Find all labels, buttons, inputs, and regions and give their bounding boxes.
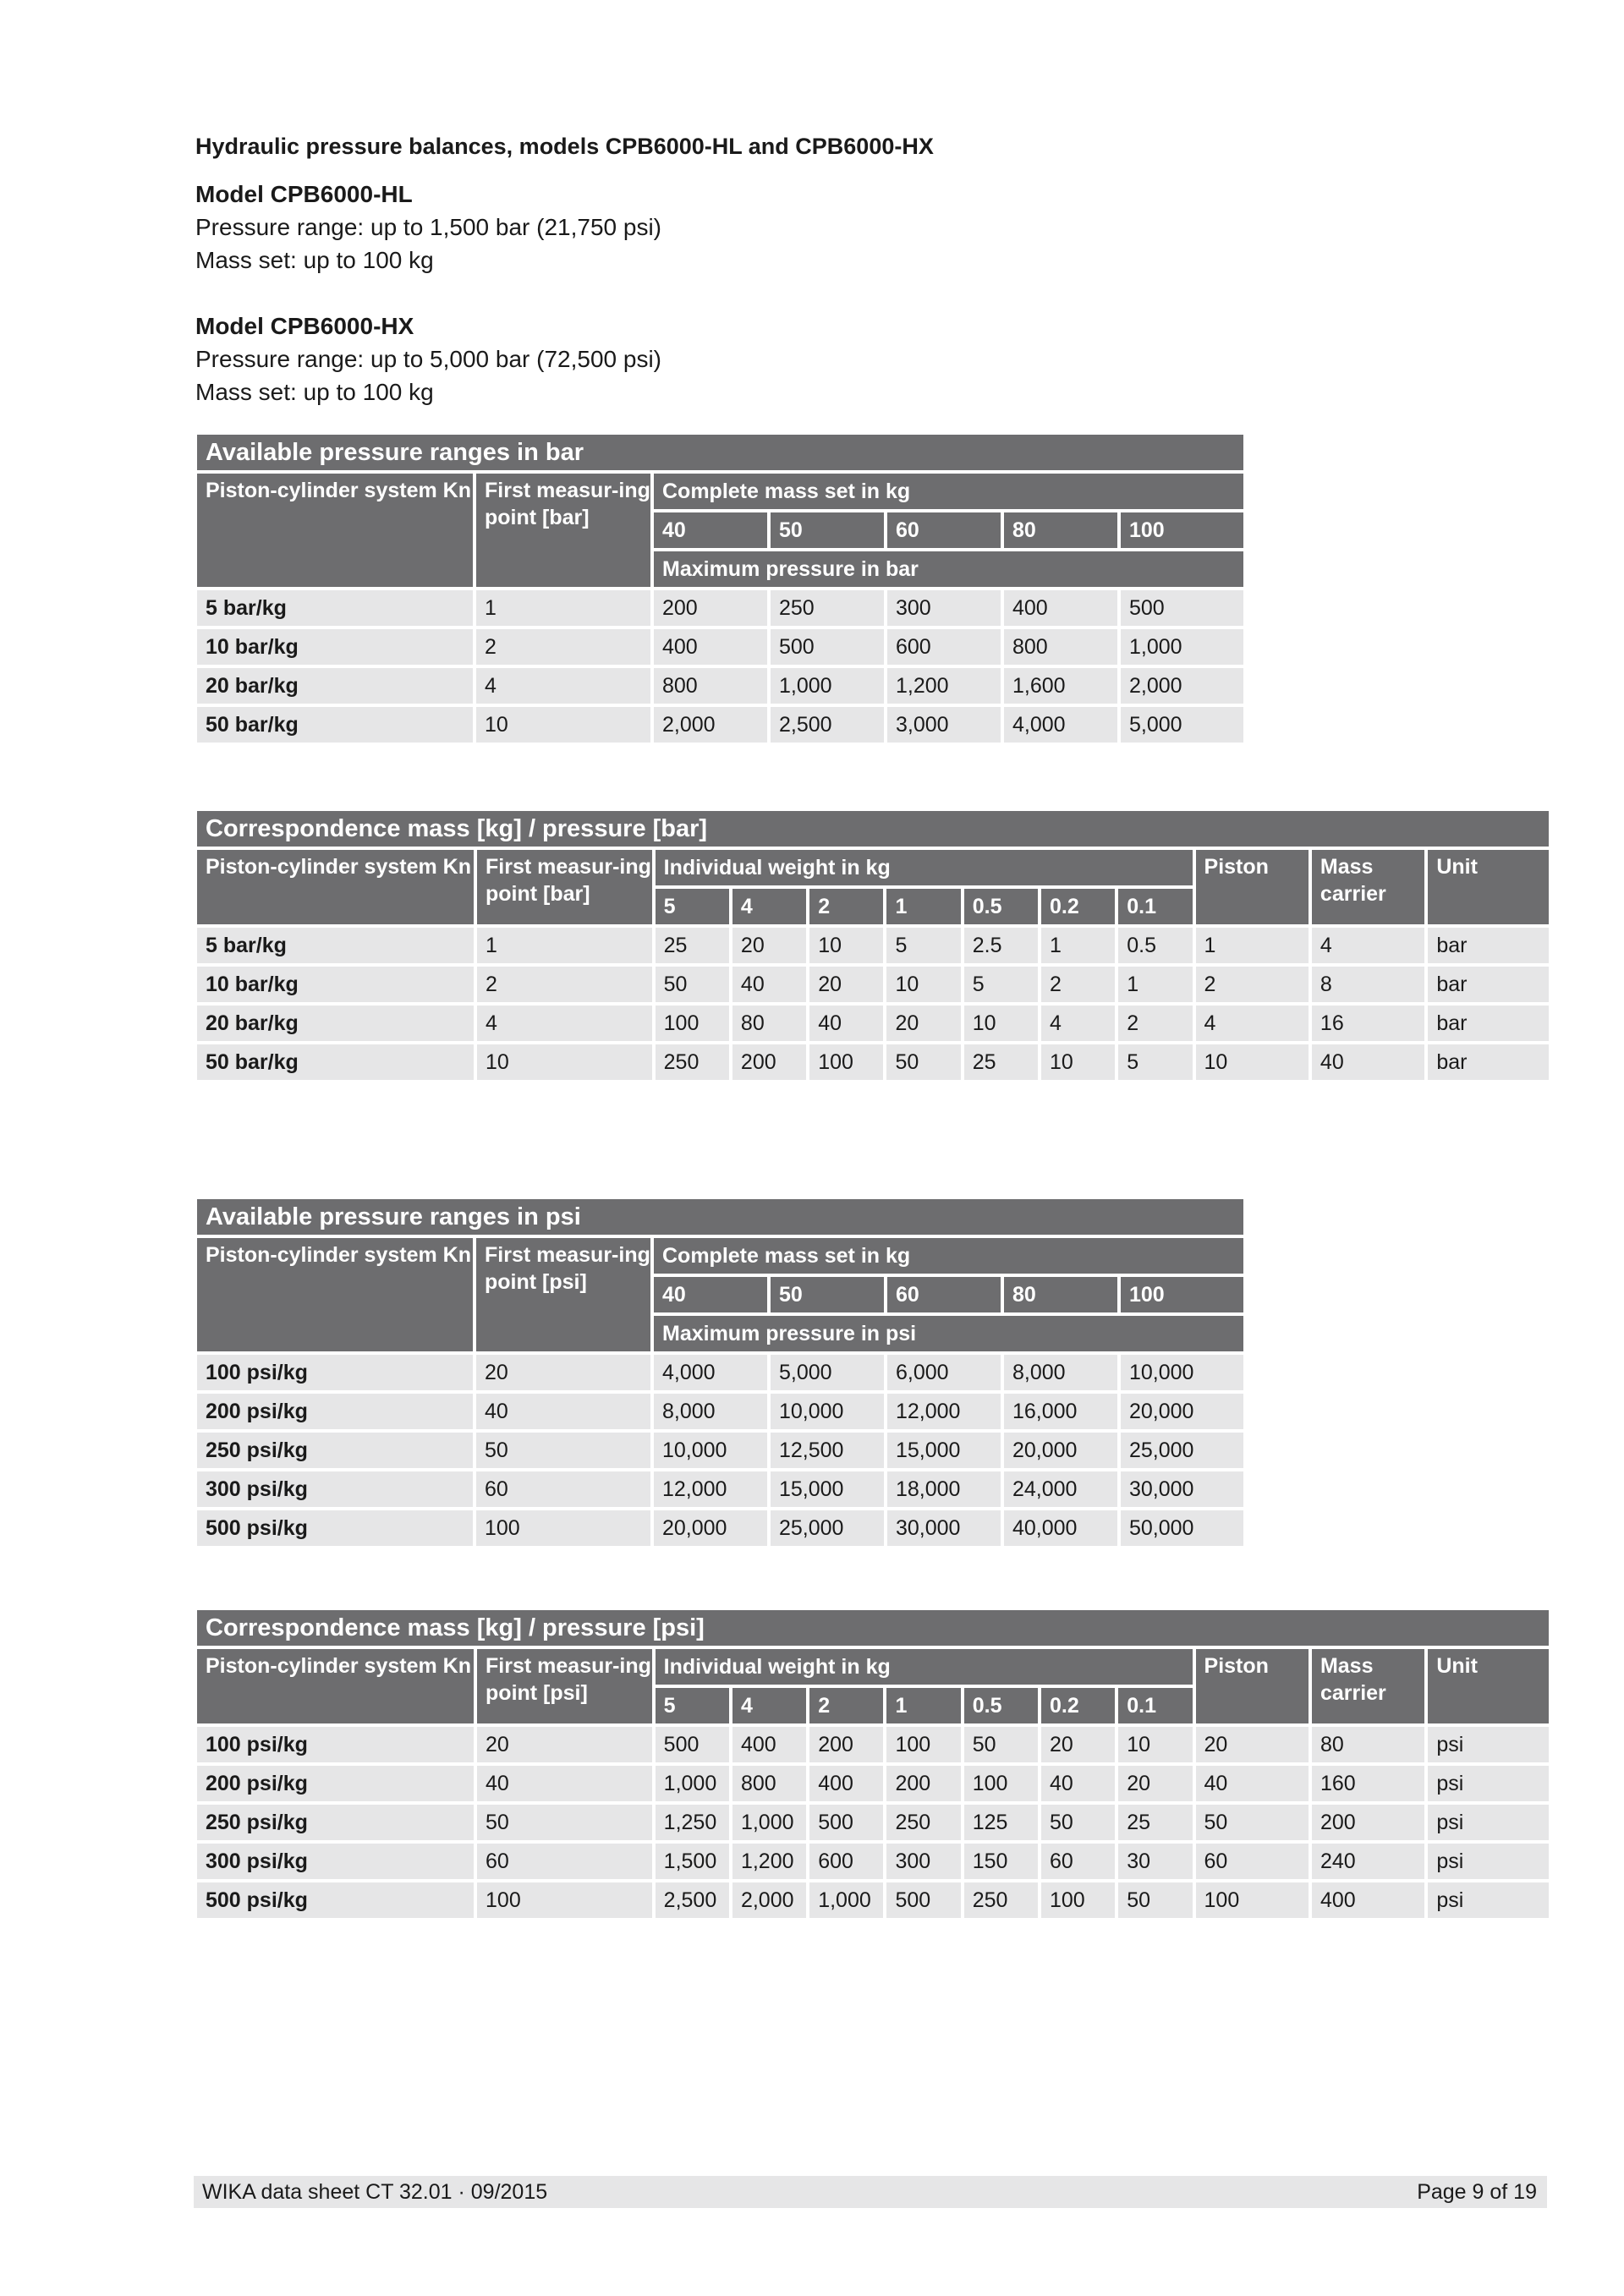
mass-value-header: 50: [771, 512, 884, 548]
table-cell: 50: [1118, 1882, 1192, 1918]
table-cell: 300: [887, 590, 1001, 626]
psi-ranges-table: [194, 1196, 1247, 1549]
table-row: [197, 1006, 1549, 1041]
table-cell: 100: [477, 1882, 652, 1918]
table-cell: 800: [732, 1766, 806, 1801]
table-cell: 10: [886, 967, 960, 1002]
table-cell: 40: [1312, 1044, 1424, 1080]
table-cell: 40: [1041, 1766, 1115, 1801]
table-cell: 0.5: [1118, 928, 1192, 963]
table-cell: psi: [1428, 1805, 1549, 1840]
table-cell: 60: [477, 1844, 652, 1879]
page-footer: [194, 2176, 1547, 2208]
weight-header: 2: [809, 1688, 883, 1723]
table-title: Correspondence mass [kg] / pressure [bar]: [197, 811, 1549, 847]
mass-value-header: 50: [771, 1277, 884, 1312]
table-cell: 5: [1118, 1044, 1192, 1080]
table-cell: 4: [476, 668, 650, 704]
weight-header: 5: [656, 889, 729, 924]
row-label: 20 bar/kg: [197, 668, 473, 704]
weight-header: 1: [886, 889, 960, 924]
table-cell: 160: [1312, 1766, 1424, 1801]
table-row: [197, 928, 1549, 963]
table-cell: 2,000: [1121, 668, 1243, 704]
table-cell: 2.5: [964, 928, 1038, 963]
table-cell: 400: [1312, 1882, 1424, 1918]
col-header-first-point: First measur-ing point [psi]: [477, 1649, 652, 1723]
table-cell: 25,000: [1121, 1433, 1243, 1468]
table-cell: 200: [809, 1727, 883, 1762]
table-cell: 2: [477, 967, 652, 1002]
row-label: 5 bar/kg: [197, 928, 474, 963]
table-cell: 50: [964, 1727, 1038, 1762]
table-cell: 4: [477, 1006, 652, 1041]
row-label: 5 bar/kg: [197, 590, 473, 626]
table-cell: 12,000: [654, 1471, 767, 1507]
row-label: 20 bar/kg: [197, 1006, 474, 1041]
table-cell: 10: [809, 928, 883, 963]
table-cell: 16,000: [1004, 1394, 1117, 1429]
table-cell: 100: [656, 1006, 729, 1041]
footer-datasheet-ref: WIKA data sheet CT 32.01 · 09/2015: [202, 2180, 548, 2204]
col-header-first-point: First measur-ing point [bar]: [477, 850, 652, 924]
footer-page-number: Page 9 of 19: [1417, 2180, 1537, 2204]
table-cell: 100: [1196, 1882, 1309, 1918]
mass-value-header: 100: [1121, 1277, 1243, 1312]
table-cell: 2: [1041, 967, 1115, 1002]
weight-header: 0.2: [1041, 1688, 1115, 1723]
table-cell: 20: [477, 1727, 652, 1762]
row-label: 100 psi/kg: [197, 1727, 474, 1762]
table-cell: 1,000: [771, 668, 884, 704]
row-label: 50 bar/kg: [197, 707, 473, 743]
table-row: [197, 1882, 1549, 1918]
bar-correspondence-table: [194, 808, 1552, 1083]
table-cell: psi: [1428, 1882, 1549, 1918]
table-cell: 50: [1196, 1805, 1309, 1840]
table-cell: 1,250: [656, 1805, 729, 1840]
col-header-first-point: First measur-ing point [bar]: [476, 474, 650, 587]
table-cell: 200: [1312, 1805, 1424, 1840]
table-cell: 15,000: [771, 1471, 884, 1507]
col-header-piston-weight: Piston: [1196, 850, 1309, 924]
row-label: 10 bar/kg: [197, 967, 474, 1002]
row-label: 100 psi/kg: [197, 1355, 473, 1390]
table-cell: 50: [656, 967, 729, 1002]
table-cell: 100: [809, 1044, 883, 1080]
table-row: [197, 967, 1549, 1002]
weight-header: 0.5: [964, 889, 1038, 924]
table-cell: 4,000: [1004, 707, 1117, 743]
table-cell: 12,000: [887, 1394, 1001, 1429]
table-cell: bar: [1428, 1006, 1549, 1041]
table-cell: 2: [476, 629, 650, 665]
table-cell: 4: [1196, 1006, 1309, 1041]
table-cell: 5: [886, 928, 960, 963]
table-cell: psi: [1428, 1844, 1549, 1879]
table-row: [197, 707, 1243, 743]
table-cell: 50,000: [1121, 1510, 1243, 1546]
mass-value-header: 60: [887, 1277, 1001, 1312]
table-cell: 60: [476, 1471, 650, 1507]
row-label: 250 psi/kg: [197, 1805, 474, 1840]
table-cell: 400: [732, 1727, 806, 1762]
mass-value-header: 60: [887, 512, 1001, 548]
table-cell: 1: [1118, 967, 1192, 1002]
table-cell: 100: [964, 1766, 1038, 1801]
model-hx-title: Model CPB6000-HX: [195, 313, 414, 339]
row-label: 50 bar/kg: [197, 1044, 474, 1080]
table-cell: 600: [887, 629, 1001, 665]
table-cell: 1,500: [656, 1844, 729, 1879]
table-cell: 5: [964, 967, 1038, 1002]
table-cell: bar: [1428, 928, 1549, 963]
weight-header: 5: [656, 1688, 729, 1723]
table-cell: 10: [964, 1006, 1038, 1041]
table-cell: 2,000: [732, 1882, 806, 1918]
model-hx-block: [195, 310, 661, 408]
row-label: 250 psi/kg: [197, 1433, 473, 1468]
table-cell: bar: [1428, 967, 1549, 1002]
table-row: [197, 1844, 1549, 1879]
table-cell: 40: [476, 1394, 650, 1429]
row-label: 10 bar/kg: [197, 629, 473, 665]
table-cell: 4: [1041, 1006, 1115, 1041]
col-header-piston: Piston-cylinder system Kn: [197, 1238, 473, 1351]
table-cell: 250: [886, 1805, 960, 1840]
row-label: 300 psi/kg: [197, 1471, 473, 1507]
table-cell: 24,000: [1004, 1471, 1117, 1507]
col-header-max-pressure: Maximum pressure in psi: [654, 1316, 1243, 1351]
table-cell: 80: [732, 1006, 806, 1041]
col-header-mass-set: Complete mass set in kg: [654, 1238, 1243, 1274]
table-cell: 60: [1041, 1844, 1115, 1879]
table-cell: 2: [1196, 967, 1309, 1002]
row-label: 500 psi/kg: [197, 1510, 473, 1546]
table-cell: 100: [1041, 1882, 1115, 1918]
mass-value-header: 40: [654, 512, 767, 548]
model-hl-block: [195, 178, 661, 277]
table-cell: 10,000: [654, 1433, 767, 1468]
table-cell: 40: [809, 1006, 883, 1041]
table-cell: 80: [1312, 1727, 1424, 1762]
col-header-mass-carrier: Mass carrier: [1312, 1649, 1424, 1723]
weight-header: 0.1: [1118, 889, 1192, 924]
table-cell: 250: [964, 1882, 1038, 1918]
table-cell: 15,000: [887, 1433, 1001, 1468]
table-row: [197, 1510, 1243, 1546]
col-header-individual-weight: Individual weight in kg: [656, 1649, 1193, 1685]
table-cell: 400: [654, 629, 767, 665]
table-cell: 50: [1041, 1805, 1115, 1840]
table-cell: 8,000: [1004, 1355, 1117, 1390]
table-cell: 4: [1312, 928, 1424, 963]
psi-correspondence-table: [194, 1607, 1552, 1921]
row-label: 300 psi/kg: [197, 1844, 474, 1879]
weight-header: 0.1: [1118, 1688, 1192, 1723]
table-cell: 25,000: [771, 1510, 884, 1546]
table-cell: 30: [1118, 1844, 1192, 1879]
table-cell: 1: [1041, 928, 1115, 963]
mass-value-header: 40: [654, 1277, 767, 1312]
table-cell: 20: [732, 928, 806, 963]
table-cell: 1,200: [732, 1844, 806, 1879]
table-row: [197, 668, 1243, 704]
col-header-mass-set: Complete mass set in kg: [654, 474, 1243, 509]
row-label: 500 psi/kg: [197, 1882, 474, 1918]
table-cell: 1,600: [1004, 668, 1117, 704]
table-cell: 500: [886, 1882, 960, 1918]
table-cell: 50: [477, 1805, 652, 1840]
model-hx-range: Pressure range: up to 5,000 bar (72,500 psi): [195, 346, 662, 372]
table-cell: 1,000: [1121, 629, 1243, 665]
table-cell: 800: [1004, 629, 1117, 665]
page-heading: Hydraulic pressure balances, models CPB6000-HL and CPB6000-HX: [195, 134, 934, 159]
table-cell: 2,500: [771, 707, 884, 743]
table-cell: bar: [1428, 1044, 1549, 1080]
table-cell: 25: [1118, 1805, 1192, 1840]
table-cell: 1,000: [809, 1882, 883, 1918]
mass-value-header: 80: [1004, 512, 1117, 548]
table-cell: 20: [476, 1355, 650, 1390]
table-cell: 1: [477, 928, 652, 963]
table-row: [197, 1471, 1243, 1507]
col-header-max-pressure: Maximum pressure in bar: [654, 551, 1243, 587]
table-cell: 5,000: [771, 1355, 884, 1390]
table-cell: 10: [476, 707, 650, 743]
table-cell: 10: [1041, 1044, 1115, 1080]
model-hl-range: Pressure range: up to 1,500 bar (21,750 psi): [195, 214, 662, 240]
table-cell: 240: [1312, 1844, 1424, 1879]
mass-value-header: 100: [1121, 512, 1243, 548]
table-cell: 3,000: [887, 707, 1001, 743]
bar-ranges-table: [194, 431, 1247, 746]
table-cell: 1,200: [887, 668, 1001, 704]
weight-header: 1: [886, 1688, 960, 1723]
table-row: [197, 1727, 1549, 1762]
table-cell: 400: [809, 1766, 883, 1801]
table-cell: 25: [656, 928, 729, 963]
table-cell: 60: [1196, 1844, 1309, 1879]
table-cell: 250: [771, 590, 884, 626]
table-cell: 20,000: [1121, 1394, 1243, 1429]
table-cell: 20: [1041, 1727, 1115, 1762]
table-cell: 8,000: [654, 1394, 767, 1429]
col-header-piston: Piston-cylinder system Kn: [197, 1649, 474, 1723]
table-cell: 100: [476, 1510, 650, 1546]
model-hl-mass: Mass set: up to 100 kg: [195, 247, 434, 273]
table-cell: 2,000: [654, 707, 767, 743]
table-cell: psi: [1428, 1727, 1549, 1762]
col-header-unit: Unit: [1428, 1649, 1549, 1723]
table-cell: 25: [964, 1044, 1038, 1080]
table-cell: 5,000: [1121, 707, 1243, 743]
table-cell: 50: [476, 1433, 650, 1468]
table-cell: 16: [1312, 1006, 1424, 1041]
table-title: Correspondence mass [kg] / pressure [psi]: [197, 1610, 1549, 1646]
table-cell: 100: [886, 1727, 960, 1762]
col-header-mass-carrier: Mass carrier: [1312, 850, 1424, 924]
table-cell: 10: [1118, 1727, 1192, 1762]
table-cell: 10: [477, 1044, 652, 1080]
table-cell: 1: [476, 590, 650, 626]
table-cell: 400: [1004, 590, 1117, 626]
table-row: [197, 1044, 1549, 1080]
table-cell: 40: [1196, 1766, 1309, 1801]
table-row: [197, 1766, 1549, 1801]
table-cell: 4,000: [654, 1355, 767, 1390]
table-cell: 500: [771, 629, 884, 665]
table-cell: 1,000: [732, 1805, 806, 1840]
table-cell: 10,000: [771, 1394, 884, 1429]
table-cell: 300: [886, 1844, 960, 1879]
table-cell: 20,000: [654, 1510, 767, 1546]
table-cell: 20: [809, 967, 883, 1002]
table-cell: 40: [732, 967, 806, 1002]
table-cell: 125: [964, 1805, 1038, 1840]
row-label: 200 psi/kg: [197, 1766, 474, 1801]
table-cell: 500: [1121, 590, 1243, 626]
table-row: [197, 1394, 1243, 1429]
col-header-first-point: First measur-ing point [psi]: [476, 1238, 650, 1351]
table-cell: psi: [1428, 1766, 1549, 1801]
table-cell: 20,000: [1004, 1433, 1117, 1468]
col-header-unit: Unit: [1428, 850, 1549, 924]
table-cell: 10: [1196, 1044, 1309, 1080]
table-cell: 500: [656, 1727, 729, 1762]
model-hl-title: Model CPB6000-HL: [195, 181, 413, 207]
table-cell: 10,000: [1121, 1355, 1243, 1390]
model-hx-mass: Mass set: up to 100 kg: [195, 379, 434, 405]
table-cell: 18,000: [887, 1471, 1001, 1507]
table-cell: 40,000: [1004, 1510, 1117, 1546]
weight-header: 0.5: [964, 1688, 1038, 1723]
table-cell: 8: [1312, 967, 1424, 1002]
table-cell: 20: [1196, 1727, 1309, 1762]
col-header-individual-weight: Individual weight in kg: [656, 850, 1193, 885]
table-cell: 800: [654, 668, 767, 704]
table-cell: 200: [732, 1044, 806, 1080]
table-cell: 150: [964, 1844, 1038, 1879]
col-header-piston: Piston-cylinder system Kn: [197, 474, 473, 587]
col-header-piston-weight: Piston: [1196, 1649, 1309, 1723]
table-cell: 2: [1118, 1006, 1192, 1041]
table-cell: 6,000: [887, 1355, 1001, 1390]
table-row: [197, 629, 1243, 665]
table-title: Available pressure ranges in bar: [197, 435, 1243, 470]
table-cell: 200: [654, 590, 767, 626]
table-cell: 12,500: [771, 1433, 884, 1468]
table-cell: 50: [886, 1044, 960, 1080]
table-row: [197, 1355, 1243, 1390]
table-cell: 20: [1118, 1766, 1192, 1801]
row-label: 200 psi/kg: [197, 1394, 473, 1429]
weight-header: 4: [732, 889, 806, 924]
table-cell: 250: [656, 1044, 729, 1080]
table-cell: 500: [809, 1805, 883, 1840]
table-cell: 30,000: [1121, 1471, 1243, 1507]
mass-value-header: 80: [1004, 1277, 1117, 1312]
table-row: [197, 1433, 1243, 1468]
col-header-piston: Piston-cylinder system Kn: [197, 850, 474, 924]
weight-header: 4: [732, 1688, 806, 1723]
table-row: [197, 590, 1243, 626]
table-row: [197, 1805, 1549, 1840]
weight-header: 2: [809, 889, 883, 924]
table-title: Available pressure ranges in psi: [197, 1199, 1243, 1235]
table-cell: 600: [809, 1844, 883, 1879]
table-cell: 2,500: [656, 1882, 729, 1918]
table-cell: 200: [886, 1766, 960, 1801]
table-cell: 1: [1196, 928, 1309, 963]
table-cell: 1,000: [656, 1766, 729, 1801]
table-cell: 20: [886, 1006, 960, 1041]
weight-header: 0.2: [1041, 889, 1115, 924]
table-cell: 40: [477, 1766, 652, 1801]
table-cell: 30,000: [887, 1510, 1001, 1546]
